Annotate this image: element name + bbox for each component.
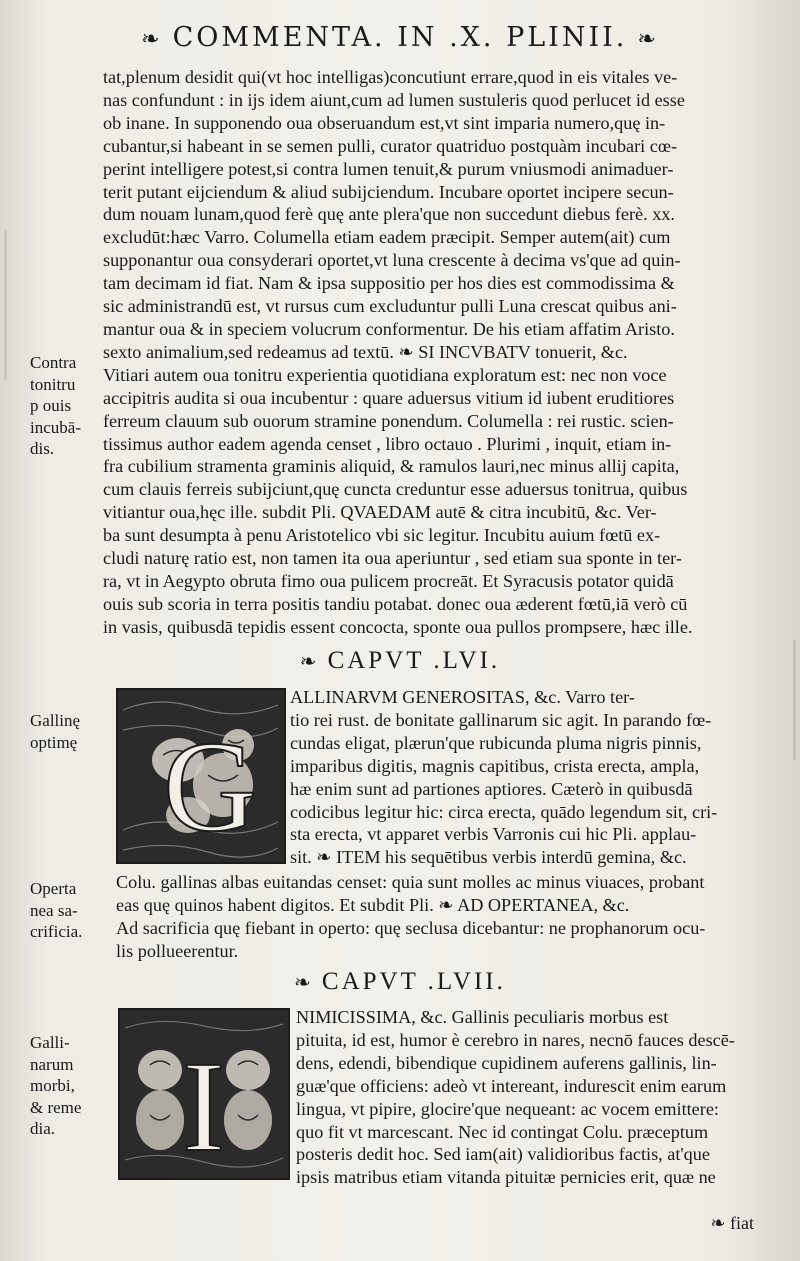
text-line: ouis sub scoria in terra positis tandiu potabat. donec oua æderent fœtū,iā verò cū [103, 593, 688, 614]
text-line: ipsis matribus etiam vitanda pituitæ pernicies erit, quæ ne [296, 1167, 716, 1188]
text-line: terit putant eijciendum & aliud subijciendum. Incubare oportet incipere secun- [103, 181, 674, 202]
chapter-56-text-beside-initial [290, 686, 762, 869]
chapter-57-heading [0, 968, 800, 996]
margin-note-line: morbi, [30, 1076, 75, 1095]
text-line: cum clauis ferreis subijciunt,quę cuncta creduntur esse aduersus tonitrua, quibus [103, 479, 688, 500]
margin-note-thunder [30, 352, 100, 460]
text-line: guæ'que officiens: adeò vt intereant, indurescit enim earum [296, 1075, 727, 1096]
text-line: tam decimam id fiat. Nam & ipsa suppositio per hos dies est commodissima & [103, 273, 675, 294]
margin-note-best-hens [30, 710, 100, 753]
text-line: mantur oua & in speciem volucrum conformentur. De his etiam affatim Aristo. [103, 318, 675, 339]
text-line: tissimus author eadem agenda censet , libro octauo . Plurimi , inquit, etiam in- [103, 433, 672, 454]
margin-note-line: narum [30, 1054, 74, 1074]
text-line: lis pollueerentur. [116, 940, 239, 961]
text-line: cubantur,si habeant in se semen pulli, curator quatriduo postquàm incubari cœ- [103, 135, 678, 156]
chapter-56-text-full [116, 871, 762, 963]
margin-note-line: tonitru [30, 374, 76, 394]
text-line: sit. ❧ ITEM his sequētibus verbis interdū gemina, &c. [290, 847, 687, 868]
woodcut-initial-g [116, 688, 286, 864]
woodcut-cherubs-icon [120, 1010, 288, 1178]
text-line: sic administrandū est, vt rursus cum excluduntur pulli Luna crescat quibus ani- [103, 296, 677, 317]
text-line: vitiantur oua,hęc ille. subdit Pli. QVAEDAM autē & citra incubitū, &c. Ver- [103, 502, 657, 523]
margin-note-line: dia. [30, 1119, 56, 1138]
margin-note-sacrifices [30, 878, 100, 943]
woodcut-initial-i [118, 1008, 290, 1180]
text-line: perint intelligere potest,si contra lumen tenuit,& purum vniusmodi animaduer- [103, 158, 674, 179]
text-line: nas confundunt : in ijs idem aiunt,cum ad lumen sustuleris quod perlucet id esse [103, 89, 685, 110]
text-line: posteris dedit hoc. Sed iam(ait) validioribus factis, at'que [296, 1144, 710, 1165]
margin-note-line: Galli- [30, 1033, 70, 1052]
text-line: in vasis, quibusdā tepidis essent concocta, sponte oua pullos prompsere, hæc ille. [103, 616, 693, 637]
margin-note-diseases [30, 1032, 100, 1140]
margin-note-line: Gallinę [30, 711, 81, 730]
text-line: ba sunt desumpta à penu Aristotelico vbi sic legitur. Incubitu auium fœtū ex- [103, 525, 661, 546]
text-line: ob inane. In supponendo oua obseruandum est,vt sint imparia numero,quę in- [103, 112, 666, 133]
text-line: fra cubilium stramenta graminis aliquid, & ramulos lauri,nec minus allij capita, [103, 456, 680, 477]
margin-note-line: Operta [30, 879, 77, 898]
text-line: pituita, id est, humor è cerebro in nares, necnō fauces descē- [296, 1029, 735, 1050]
text-line: Colu. gallinas albas euitandas censet: quia sunt molles ac minus viuaces, probant [116, 872, 705, 892]
text-line: Ad sacrificia quę fiebant in operto: quę seclusa dicebantur: ne prophanorum ocu- [116, 917, 706, 938]
text-line: sta erecta, vt apparet verbis Varronis cui hic Pli. applau- [290, 824, 697, 845]
margin-note-line: Contra [30, 353, 77, 372]
margin-note-line: crificia. [30, 922, 83, 941]
text-line: tat,plenum desidit qui(vt hoc intelligas)concutiunt errare,quod in eis vitales ve- [103, 67, 678, 87]
text-line: tio rei rust. de bonitate gallinarum sic agit. In parando fœ- [290, 709, 712, 730]
text-line: dum nouam lunam,quod ferè quę ante plera'que non succedunt diebus ferè. xx. [103, 204, 675, 225]
text-line: lingua, vt pipire, glocire'que nequeant: ac vocem emittere: [296, 1098, 719, 1119]
woodcut-cherub-icon [118, 690, 284, 862]
text-line: cundas eligat, plærun'que rubicunda pluma nigris pinnis, [290, 732, 702, 753]
chapter-title: CAPVT .LVII. [321, 968, 506, 995]
svg-text:I: I [182, 1035, 226, 1178]
text-line: dens, edendi, bibendique cupidinem auferens gallinis, lin- [296, 1052, 717, 1073]
text-line: ra, vt in Aegypto obruta fimo oua pulicem procreāt. Et Syracusis potator quidā [103, 570, 674, 591]
margin-note-line: & reme [30, 1097, 82, 1117]
fleuron-right-icon: ❧ [637, 27, 659, 52]
text-line: hæ enim sunt ad partiones aptiores. Cæterò in quibusdā [290, 778, 693, 799]
margin-note-line: nea sa- [30, 900, 78, 920]
margin-note-line: p ouis [30, 396, 72, 415]
chapter-title: CAPVT .LVI. [327, 647, 501, 674]
text-line: supponantur oua consyderari oportet,vt luna crescente à decima vs'que ad quin- [103, 250, 681, 271]
text-line: ALLINARVM GENEROSITAS, &c. Varro ter- [290, 687, 635, 707]
margin-note-line: dis. [30, 439, 55, 458]
margin-note-line: incubā- [30, 417, 81, 437]
text-line: cludi naturę ratio est, non tamen ita oua aperiuntur , sed etiam sua sponte in ter- [103, 548, 682, 569]
text-line: accipitris audita si oua incubentur : quare aduersus vitium id iubent eruditiores [103, 387, 675, 408]
margin-note-line: optimę [30, 732, 78, 752]
fleuron-icon: ❧ [299, 651, 320, 673]
main-text-block [103, 66, 763, 639]
chapter-57-text-beside-initial [296, 1006, 762, 1189]
running-title: COMMENTA. IN .X. PLINII. [172, 22, 628, 53]
text-line: codicibus legitur hic: circa erecta, quādo legendum sit, cri- [290, 801, 718, 822]
text-line: eas quę quinos habent digitos. Et subdit Pli. ❧ AD OPERTANEA, &c. [116, 894, 630, 915]
running-header [0, 22, 800, 53]
text-line: sexto animalium,sed redeamus ad textū. ❧ SI INCVBATV tonuerit, &c. [103, 341, 628, 362]
text-line: excludūt:hæc Varro. Columella etiam eadem præcipit. Semper autem(ait) cum [103, 227, 671, 248]
fleuron-icon: ❧ [294, 972, 314, 994]
text-line: imparibus digitis, magnis capitibus, crista erecta, ampla, [290, 755, 700, 776]
text-line: Vitiari autem oua tonitru experientia quotidiana exploratum est: nec non voce [103, 364, 667, 385]
text-line: ferreum clauum sub ouorum stramine ponendum. Columella : rei rustic. scien- [103, 410, 674, 431]
text-line: NIMICISSIMA, &c. Gallinis peculiaris morbus est [296, 1007, 669, 1027]
chapter-56-heading [0, 647, 800, 675]
text-line: quo fit vt marcescant. Nec id contingat Colu. præceptum [296, 1121, 709, 1142]
catchword: ❧ fiat [710, 1213, 754, 1233]
svg-text:G: G [163, 715, 257, 859]
fleuron-left-icon: ❧ [141, 27, 163, 52]
